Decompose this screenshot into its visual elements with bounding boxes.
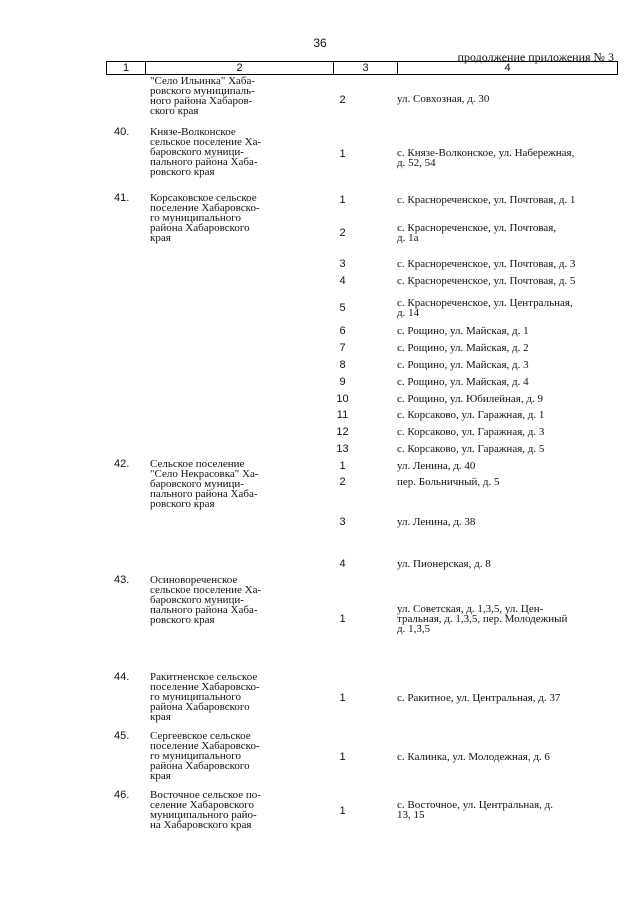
settlement-name-line: района Хабаровского bbox=[150, 760, 250, 772]
settlement-name-line: Восточное сельское по- bbox=[150, 789, 261, 801]
address-cell bbox=[397, 195, 612, 205]
address-cell bbox=[397, 444, 612, 454]
item-number: 13 bbox=[336, 443, 349, 455]
address-cell bbox=[397, 394, 612, 404]
address-cell-line: д. 1,3,5 bbox=[397, 623, 431, 635]
item-number: 6 bbox=[339, 325, 346, 337]
settlement-name-line: пального района Хаба- bbox=[150, 604, 258, 616]
address-cell-line: с. Рощино, ул. Юбилейная, д. 9 bbox=[397, 393, 543, 405]
settlement-name-line: Осиновореченское bbox=[150, 574, 238, 586]
address-cell-line: ул. Совхозная, д. 30 bbox=[397, 93, 490, 105]
address-cell-line: ул. Советская, д. 1,3,5, ул. Цен- bbox=[397, 603, 544, 615]
settlement-name-line: Сергеевское сельское bbox=[150, 730, 251, 742]
address-cell-line: с. Краснореченское, ул. Почтовая, bbox=[397, 222, 557, 234]
address-cell-line: с. Рощино, ул. Майская, д. 4 bbox=[397, 376, 529, 388]
item-number: 12 bbox=[336, 426, 349, 438]
header-col-1: 1 bbox=[122, 62, 130, 74]
settlement-name-line: края bbox=[150, 770, 171, 782]
address-cell bbox=[397, 259, 612, 269]
settlement-name-line: Князе-Волконское bbox=[150, 126, 236, 138]
address-cell-line: с. Краснореченское, ул. Почтовая, д. 1 bbox=[397, 194, 576, 206]
settlement-name-line: ровского края bbox=[150, 614, 215, 626]
address-cell bbox=[397, 326, 612, 336]
row-number: 46. bbox=[114, 789, 130, 801]
item-number: 5 bbox=[339, 302, 346, 314]
item-number: 8 bbox=[339, 359, 346, 371]
settlement-name-line: Корсаковское сельское bbox=[150, 192, 257, 204]
row-number: 45. bbox=[114, 730, 130, 742]
settlement-name-line: го муниципального bbox=[150, 750, 241, 762]
page-number: 36 bbox=[313, 36, 327, 50]
settlement-name-line: "Село Ильинка" Хаба- bbox=[150, 75, 256, 87]
address-cell-line: пер. Больничный, д. 5 bbox=[397, 476, 500, 488]
settlement-name-line: поселение Хабаровско- bbox=[150, 202, 260, 214]
header-col-2: 2 bbox=[236, 62, 243, 74]
address-cell-line: с. Князе-Волконское, ул. Набережная, bbox=[397, 147, 575, 159]
item-number: 3 bbox=[339, 516, 346, 528]
item-number: 1 bbox=[339, 460, 346, 472]
settlement-name-line: района Хабаровского bbox=[150, 222, 250, 234]
settlement-name bbox=[150, 672, 300, 722]
address-cell-line: с. Краснореченское, ул. Почтовая, д. 3 bbox=[397, 258, 576, 270]
address-cell-line: тральная, д. 1,3,5, пер. Молодежный bbox=[397, 613, 568, 625]
row-number: 43. bbox=[114, 574, 130, 586]
row-number: 42. bbox=[114, 458, 130, 470]
address-cell-line: с. Рощино, ул. Майская, д. 1 bbox=[397, 325, 529, 337]
address-cell-line: с. Корсаково, ул. Гаражная, д. 1 bbox=[397, 409, 545, 421]
settlement-name bbox=[150, 193, 300, 243]
settlement-name-line: края bbox=[150, 232, 171, 244]
settlement-name-line: Ракитненское сельское bbox=[150, 671, 258, 683]
item-number: 2 bbox=[339, 94, 346, 106]
header-col-3: 3 bbox=[362, 62, 369, 74]
address-cell-line: с. Корсаково, ул. Гаражная, д. 5 bbox=[397, 443, 545, 455]
settlement-name-line: края bbox=[150, 711, 171, 723]
address-cell-line: 13, 15 bbox=[397, 809, 425, 821]
settlement-name-line: баровского муници- bbox=[150, 478, 244, 490]
address-cell-line: с. Рощино, ул. Майская, д. 3 bbox=[397, 359, 529, 371]
table-header bbox=[106, 61, 618, 75]
row-number: 44. bbox=[114, 671, 130, 683]
address-cell bbox=[397, 477, 612, 487]
address-cell bbox=[397, 410, 612, 420]
address-cell bbox=[397, 94, 612, 104]
address-cell-line: ул. Пионерская, д. 8 bbox=[397, 558, 491, 570]
address-cell-line: с. Краснореченское, ул. Почтовая, д. 5 bbox=[397, 275, 576, 287]
row-number: 40. bbox=[114, 126, 130, 138]
settlement-name-line: района Хабаровского bbox=[150, 701, 250, 713]
settlement-name-line: ровского муниципаль- bbox=[150, 85, 255, 97]
address-cell-line: ул. Ленина, д. 38 bbox=[397, 516, 476, 528]
address-cell-line: д. 1а bbox=[397, 232, 419, 244]
address-cell bbox=[397, 693, 612, 703]
item-number: 11 bbox=[336, 409, 349, 421]
settlement-name-line: ровского края bbox=[150, 166, 215, 178]
address-cell bbox=[397, 427, 612, 437]
address-cell bbox=[397, 517, 612, 527]
settlement-name-line: баровского муници- bbox=[150, 146, 244, 158]
address-cell bbox=[397, 377, 612, 387]
address-cell bbox=[397, 752, 612, 762]
item-number: 3 bbox=[339, 258, 346, 270]
settlement-name-line: го муниципального bbox=[150, 212, 241, 224]
header-col-4: 4 bbox=[504, 62, 511, 74]
settlement-name-line: поселение Хабаровско- bbox=[150, 681, 260, 693]
item-number: 7 bbox=[339, 342, 346, 354]
settlement-name bbox=[150, 76, 300, 116]
settlement-name-line: сельское поселение Ха- bbox=[150, 584, 262, 596]
address-cell bbox=[397, 360, 612, 370]
settlement-name bbox=[150, 459, 300, 509]
address-cell-line: с. Рощино, ул. Майская, д. 2 bbox=[397, 342, 529, 354]
item-number: 9 bbox=[339, 376, 346, 388]
address-cell-line: с. Калинка, ул. Молодежная, д. 6 bbox=[397, 751, 550, 763]
settlement-name-line: баровского муници- bbox=[150, 594, 244, 606]
address-cell-line: с. Восточное, ул. Центральная, д. bbox=[397, 799, 554, 811]
settlement-name-line: муниципального райо- bbox=[150, 809, 257, 821]
item-number: 1 bbox=[339, 751, 346, 763]
address-cell bbox=[397, 343, 612, 353]
settlement-name-line: сельское поселение Ха- bbox=[150, 136, 262, 148]
settlement-name-line: Сельское поселение bbox=[150, 458, 245, 470]
settlement-name-line: пального района Хаба- bbox=[150, 156, 258, 168]
settlement-name bbox=[150, 790, 300, 830]
row-number: 41. bbox=[114, 192, 130, 204]
address-cell bbox=[397, 223, 612, 243]
address-cell bbox=[397, 298, 612, 318]
settlement-name bbox=[150, 575, 300, 625]
settlement-name-line: "Село Некрасовка" Ха- bbox=[150, 468, 259, 480]
settlement-name-line: пального района Хаба- bbox=[150, 488, 258, 500]
item-number: 1 bbox=[339, 194, 346, 206]
address-cell-line: с. Корсаково, ул. Гаражная, д. 3 bbox=[397, 426, 545, 438]
item-number: 4 bbox=[339, 275, 346, 287]
settlement-name-line: селение Хабаровского bbox=[150, 799, 255, 811]
item-number: 2 bbox=[339, 476, 346, 488]
item-number: 4 bbox=[339, 558, 346, 570]
address-cell-line: ул. Ленина, д. 40 bbox=[397, 460, 476, 472]
address-cell-line: д. 14 bbox=[397, 307, 420, 319]
address-cell bbox=[397, 461, 612, 471]
address-cell-line: с. Ракитное, ул. Центральная, д. 37 bbox=[397, 692, 561, 704]
item-number: 1 bbox=[339, 613, 346, 625]
address-cell-line: д. 52, 54 bbox=[397, 157, 436, 169]
settlement-name-line: го муниципального bbox=[150, 691, 241, 703]
address-cell bbox=[397, 276, 612, 286]
continuation-note: продолжение приложения № 3 bbox=[457, 50, 614, 64]
address-cell bbox=[397, 800, 612, 820]
settlement-name bbox=[150, 127, 300, 177]
item-number: 1 bbox=[339, 692, 346, 704]
address-cell bbox=[397, 559, 612, 569]
settlement-name-line: поселение Хабаровско- bbox=[150, 740, 260, 752]
item-number: 10 bbox=[336, 393, 349, 405]
settlement-name-line: ровского края bbox=[150, 498, 215, 510]
settlement-name-line: на Хабаровского края bbox=[150, 819, 252, 831]
item-number: 2 bbox=[339, 227, 346, 239]
address-cell bbox=[397, 148, 612, 168]
settlement-name-line: ского края bbox=[150, 105, 199, 117]
address-cell-line: с. Краснореченское, ул. Центральная, bbox=[397, 297, 573, 309]
address-cell bbox=[397, 604, 612, 634]
item-number: 1 bbox=[339, 148, 346, 160]
settlement-name-line: ного района Хабаров- bbox=[150, 95, 253, 107]
settlement-name bbox=[150, 731, 300, 781]
item-number: 1 bbox=[339, 805, 346, 817]
